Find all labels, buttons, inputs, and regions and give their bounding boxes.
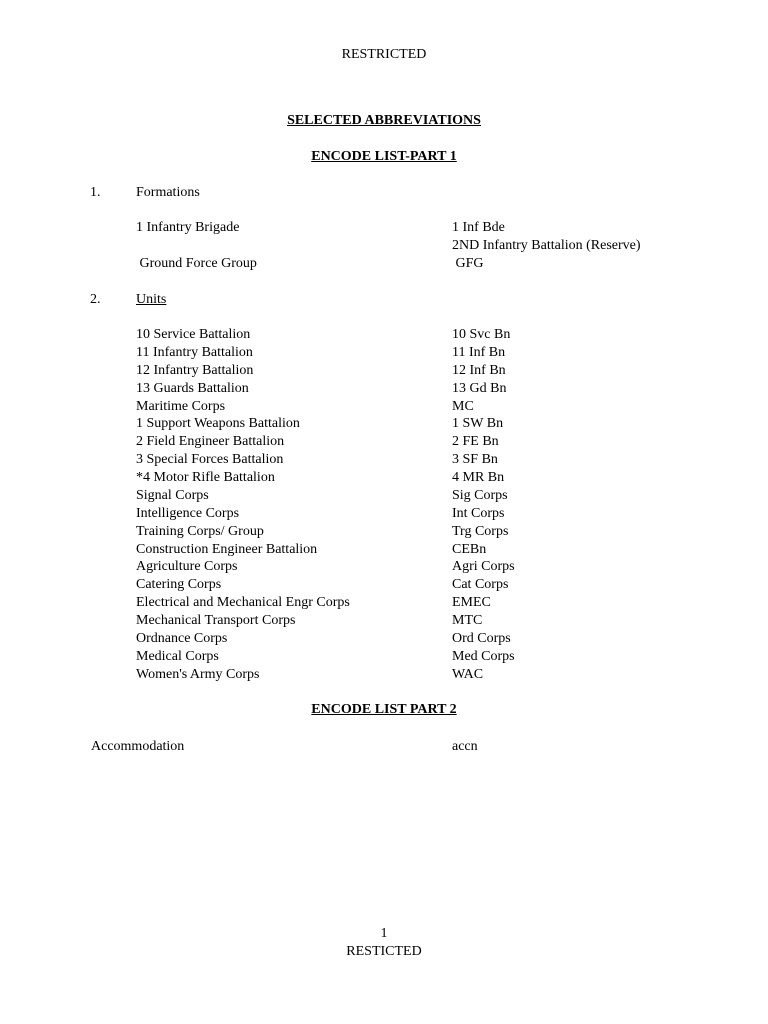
list-item bbox=[0, 344, 768, 361]
item-label: Training Corps/ Group bbox=[136, 524, 264, 539]
item-label: Maritime Corps bbox=[136, 399, 226, 414]
list-item bbox=[0, 451, 768, 468]
item-label: 2 Field Engineer Battalion bbox=[136, 434, 285, 449]
item-abbreviation: 2 FE Bn bbox=[452, 434, 499, 449]
classification-header: RESTRICTED bbox=[341, 47, 427, 62]
item-abbreviation: Cat Corps bbox=[452, 577, 509, 592]
section1-number: 1. bbox=[90, 185, 101, 200]
item-label: Construction Engineer Battalion bbox=[136, 542, 318, 557]
item-abbreviation: MTC bbox=[452, 613, 483, 628]
document-title: SELECTED ABBREVIATIONS bbox=[287, 113, 481, 128]
item-label: Ordnance Corps bbox=[136, 631, 228, 646]
item-abbreviation: 3 SF Bn bbox=[452, 452, 498, 467]
item-abbreviation: WAC bbox=[452, 667, 484, 682]
list-item bbox=[0, 648, 768, 665]
list-item bbox=[0, 433, 768, 450]
item-label: Signal Corps bbox=[136, 488, 209, 503]
item-label: Mechanical Transport Corps bbox=[136, 613, 296, 628]
list-item bbox=[0, 612, 768, 629]
item-abbreviation: 13 Gd Bn bbox=[452, 381, 507, 396]
item-abbreviation: Trg Corps bbox=[452, 524, 509, 539]
item-label: Agriculture Corps bbox=[136, 559, 238, 574]
list-item bbox=[0, 630, 768, 647]
item-label: Women's Army Corps bbox=[136, 667, 260, 682]
list-item bbox=[0, 219, 768, 236]
item-label: 12 Infantry Battalion bbox=[136, 363, 254, 378]
item-abbreviation: EMEC bbox=[452, 595, 491, 610]
list-item bbox=[0, 487, 768, 504]
item-abbreviation: accn bbox=[452, 739, 478, 754]
page-number: 1 bbox=[380, 926, 388, 941]
section1-heading: Formations bbox=[136, 185, 200, 200]
list-item bbox=[0, 398, 768, 415]
item-abbreviation: MC bbox=[452, 399, 474, 414]
item-abbreviation: Int Corps bbox=[452, 506, 505, 521]
list-item bbox=[0, 415, 768, 432]
item-abbreviation: 11 Inf Bn bbox=[452, 345, 506, 360]
item-label: 13 Guards Battalion bbox=[136, 381, 249, 396]
list-item bbox=[0, 738, 768, 755]
list-item bbox=[0, 326, 768, 343]
item-label: 11 Infantry Battalion bbox=[136, 345, 253, 360]
classification-footer: RESTICTED bbox=[346, 944, 422, 959]
item-abbreviation: 1 Inf Bde bbox=[452, 220, 505, 235]
item-abbreviation: Sig Corps bbox=[452, 488, 508, 503]
list-item bbox=[0, 237, 768, 254]
item-abbreviation: Med Corps bbox=[452, 649, 515, 664]
item-label: Ground Force Group bbox=[136, 256, 257, 271]
list-item bbox=[0, 576, 768, 593]
list-item bbox=[0, 558, 768, 575]
item-label: 1 Support Weapons Battalion bbox=[136, 416, 300, 431]
list-item bbox=[0, 505, 768, 522]
item-abbreviation: GFG bbox=[452, 256, 484, 271]
list-item bbox=[0, 523, 768, 540]
item-abbreviation: Ord Corps bbox=[452, 631, 511, 646]
part1-heading: ENCODE LIST-PART 1 bbox=[311, 149, 457, 164]
item-label: Medical Corps bbox=[136, 649, 219, 664]
item-abbreviation: 10 Svc Bn bbox=[452, 327, 511, 342]
section2-heading: Units bbox=[136, 292, 167, 307]
list-item bbox=[0, 362, 768, 379]
item-abbreviation: 12 Inf Bn bbox=[452, 363, 506, 378]
list-item bbox=[0, 380, 768, 397]
list-item bbox=[0, 666, 768, 683]
list-item bbox=[0, 541, 768, 558]
list-item bbox=[0, 255, 768, 272]
item-label: *4 Motor Rifle Battalion bbox=[136, 470, 275, 485]
item-abbreviation: 1 SW Bn bbox=[452, 416, 504, 431]
list-item bbox=[0, 594, 768, 611]
item-label: Accommodation bbox=[91, 739, 185, 754]
section2-number: 2. bbox=[90, 292, 101, 307]
item-abbreviation: 2ND Infantry Battalion (Reserve) bbox=[452, 238, 641, 253]
list-item bbox=[0, 469, 768, 486]
item-label: 10 Service Battalion bbox=[136, 327, 251, 342]
item-label: Electrical and Mechanical Engr Corps bbox=[136, 595, 350, 610]
item-label: Catering Corps bbox=[136, 577, 222, 592]
item-abbreviation: 4 MR Bn bbox=[452, 470, 505, 485]
part2-heading: ENCODE LIST PART 2 bbox=[311, 702, 457, 717]
item-abbreviation: CEBn bbox=[452, 542, 487, 557]
item-label: 3 Special Forces Battalion bbox=[136, 452, 284, 467]
item-label: 1 Infantry Brigade bbox=[136, 220, 240, 235]
item-label: Intelligence Corps bbox=[136, 506, 240, 521]
item-abbreviation: Agri Corps bbox=[452, 559, 515, 574]
